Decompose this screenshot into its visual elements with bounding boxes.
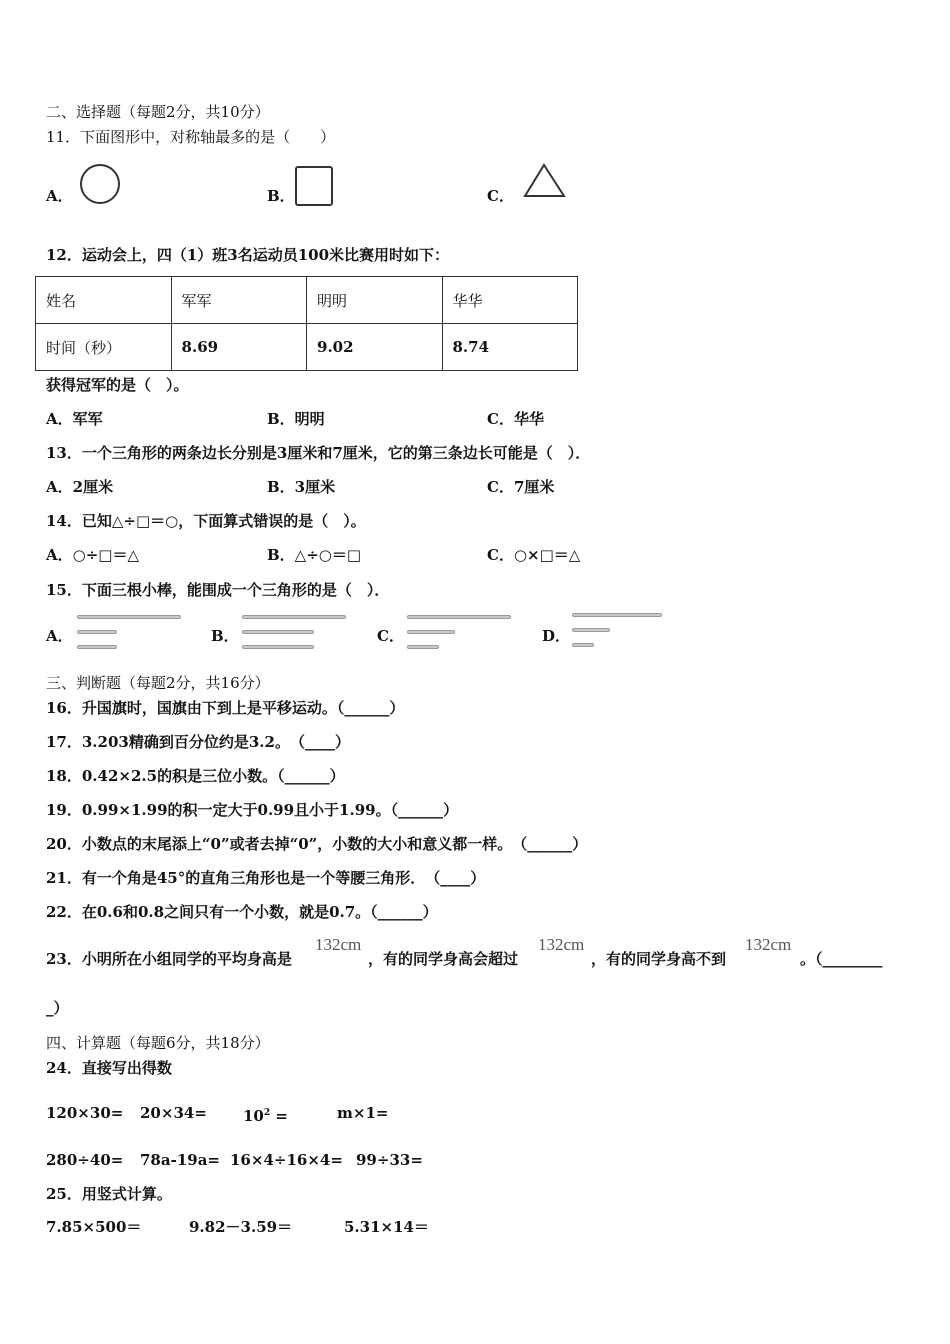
q14-option-a: A．○÷□＝△ [46, 546, 140, 564]
q23-part4: 。（________ [800, 950, 883, 968]
table-cell: 姓名 [36, 277, 172, 324]
table-cell: 时间（秒） [36, 324, 172, 371]
stick-long [572, 613, 662, 617]
table-row [36, 277, 578, 324]
q25-text: 25．用竖式计算。 [46, 1185, 172, 1203]
calc-item: m×1= [337, 1104, 389, 1122]
q20-text: 20．小数点的末尾添上“0”或者去掉“0”，小数的大小和意义都一样。 （______） [46, 835, 588, 853]
q22-text: 22．在0.6和0.8之间只有一个小数，就是0.7。（______） [46, 903, 438, 921]
table-cell: 明明 [307, 277, 442, 324]
power-base: 10 [243, 1107, 264, 1125]
q11-option-a: A． [46, 187, 73, 205]
table-cell: 华华 [442, 277, 578, 324]
q16-text: 16．升国旗时，国旗由下到上是平移运动。（______） [46, 699, 405, 717]
calc-item: 78a-19a= [140, 1151, 220, 1169]
stick-short [572, 628, 610, 632]
vertical-calc-item: 5.31×14＝ [344, 1218, 429, 1236]
q11-option-c: C． [487, 187, 514, 205]
q18-text: 18．0.42×2.5的积是三位小数。（______） [46, 767, 345, 785]
stick-long [242, 615, 346, 619]
q12-text: 12．运动会上，四（1）班3名运动员100米比赛用时如下： [46, 246, 450, 264]
q12-option-a: A．军军 [46, 410, 103, 428]
calc-item: 20×34= [140, 1104, 207, 1122]
stick-long [77, 615, 181, 619]
q13-option-c: C．7厘米 [487, 478, 555, 496]
section3-title: 三、判断题（每题2分，共16分） [46, 674, 270, 692]
q11-text: 11．下面图形中，对称轴最多的是（ ） [46, 128, 336, 146]
q17-text: 17．3.203精确到百分位约是3.2。 （____） [46, 733, 350, 751]
q15-option-b: B． [211, 627, 239, 645]
triangle-shape [522, 162, 568, 200]
q14-text: 14．已知△÷□＝○，下面算式错误的是（ ）。 [46, 512, 366, 530]
unit-value: 132cm [315, 935, 362, 954]
q15-option-c: C． [377, 627, 404, 645]
q13-option-a: A．2厘米 [46, 478, 114, 496]
q23-part2: ，有的同学身高会超过 [368, 950, 519, 968]
stick-short [407, 645, 439, 649]
q13-text: 13．一个三角形的两条边长分别是3厘米和7厘米，它的第三条边长可能是（ ）． [46, 444, 591, 462]
power-equals: = [270, 1107, 288, 1125]
q15-option-a: A． [46, 627, 73, 645]
q14-option-b: B．△÷○＝□ [267, 546, 362, 564]
calc-item: 16×4÷16×4= [230, 1151, 343, 1169]
q19-text: 19．0.99×1.99的积一定大于0.99且小于1.99。（______） [46, 801, 459, 819]
unit-value: 132cm [745, 935, 792, 954]
q15-text: 15．下面三根小棒，能围成一个三角形的是（ ）． [46, 581, 390, 599]
table-cell: 8.69 [171, 324, 306, 371]
square-shape [294, 165, 336, 207]
vertical-calc-item: 7.85×500＝ [46, 1218, 142, 1236]
unit-value: 132cm [538, 935, 585, 954]
q23-part5: _） [46, 999, 69, 1017]
q21-text: 21．有一个角是45°的直角三角形也是一个等腰三角形． （____） [46, 869, 486, 887]
stick-short [572, 643, 594, 647]
race-time-table [35, 276, 578, 371]
stick-short [407, 630, 455, 634]
table-row [36, 324, 578, 371]
q12-option-c: C．华华 [487, 410, 544, 428]
q14-option-c: C．○×□＝△ [487, 546, 581, 564]
stick-short [77, 630, 117, 634]
q11-option-b: B． [267, 187, 295, 205]
section2-title: 二、选择题（每题2分，共10分） [46, 103, 270, 121]
q15-option-d: D． [542, 627, 571, 645]
q24-text: 24．直接写出得数 [46, 1059, 172, 1077]
table-cell: 8.74 [442, 324, 578, 371]
calc-item: 280÷40= [46, 1151, 124, 1169]
q12-question: 获得冠军的是（ ）。 [46, 376, 189, 394]
vertical-calc-item: 9.82－3.59＝ [189, 1218, 293, 1236]
calc-item: 99÷33= [356, 1151, 423, 1169]
calc-item-power [243, 1103, 288, 1126]
table-cell: 9.02 [307, 324, 442, 371]
stick-medium [242, 630, 314, 634]
q23-part3: ，有的同学身高不到 [591, 950, 727, 968]
q23-part1: 23．小明所在小组同学的平均身高是 [46, 950, 292, 968]
section4-title: 四、计算题（每题6分，共18分） [46, 1034, 270, 1052]
q12-option-b: B．明明 [267, 410, 325, 428]
stick-short [77, 645, 117, 649]
stick-long [407, 615, 511, 619]
stick-medium [242, 645, 314, 649]
q13-option-b: B．3厘米 [267, 478, 336, 496]
circle-shape [78, 162, 124, 208]
calc-item: 120×30= [46, 1104, 124, 1122]
power-exponent: 2 [263, 1108, 271, 1118]
table-cell: 军军 [171, 277, 306, 324]
